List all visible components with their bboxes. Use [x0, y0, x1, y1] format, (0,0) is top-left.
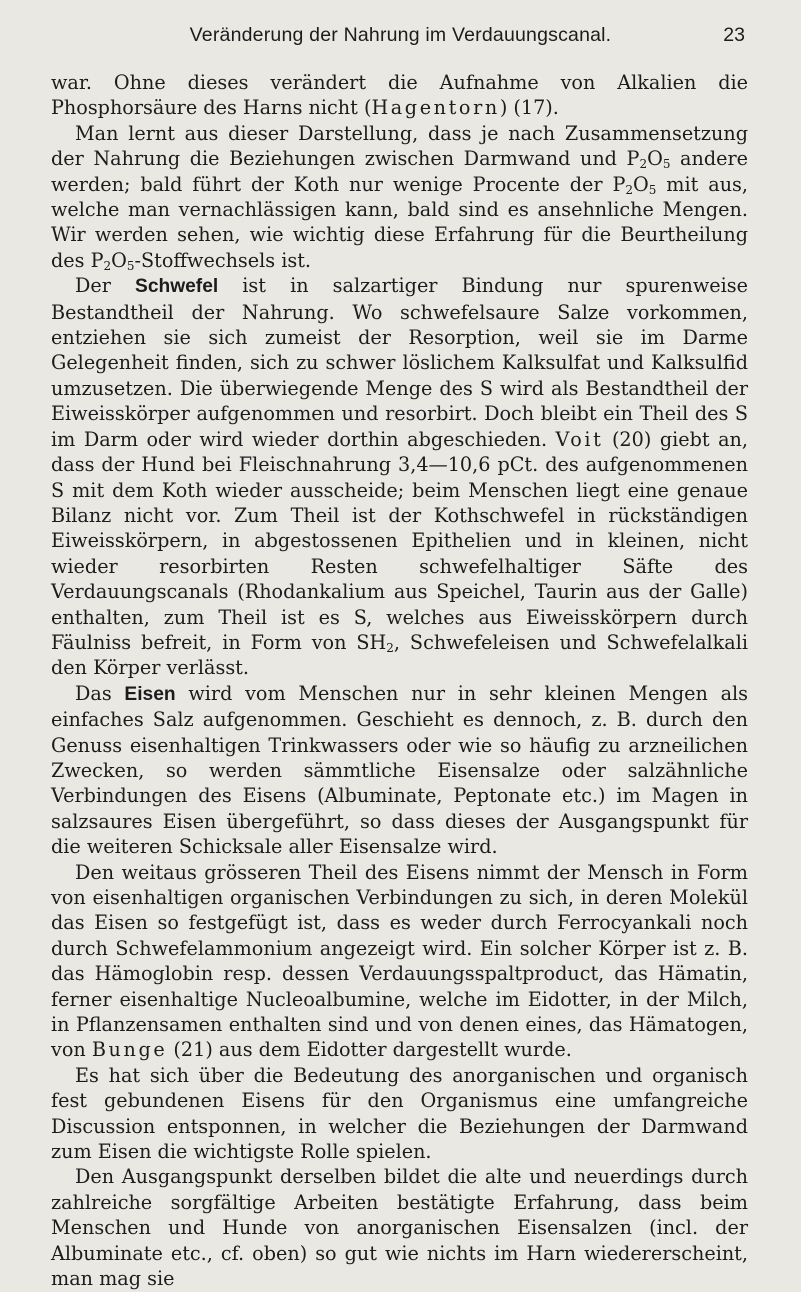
paragraph	[51, 860, 748, 1063]
subscript: 5	[648, 182, 657, 197]
subscript: 5	[126, 258, 135, 273]
body-text	[51, 70, 748, 1292]
subscript: 2	[103, 258, 112, 273]
subscript: 2	[386, 640, 394, 655]
text-run: Das	[75, 681, 125, 705]
paragraph	[51, 681, 748, 860]
paragraph	[51, 1063, 748, 1165]
page-header	[52, 24, 749, 54]
text-run: wird vom Menschen nur in sehr kleinen Mengen als einfaches Salz aufgenommen. Geschieht es dennoch, z. B. durch den Genuss eisenhaltigen Trinkwassers oder wie so häufig zu arzneilichen Zwecken, so werden sämmtliche Eisensalze oder salzähnliche Verbindungen des Eisens (Albuminate, Peptonate etc.) im Magen in salzsaures Eisen übergeführt, so dass dieses der Ausgangspunkt für die weiteren Schicksale aller Eisensalze wird.	[51, 681, 748, 859]
text-run: Es hat sich über die Bedeutung des anorganischen und organisch fest gebundenen Eisens für den Organismus eine umfangreiche Discussion entsponnen, in welcher die Beziehungen der Darmwand zum Eisen die wichtigste Rolle spielen.	[51, 1063, 748, 1164]
text-run: andere werden; bald führt der Koth nur wenige Procente der P	[51, 147, 749, 196]
text-run: O	[633, 172, 649, 196]
author-name: Voit	[555, 427, 604, 451]
text-run: Der	[75, 274, 136, 298]
text-run: (20) giebt an, dass der Hund bei Fleischnahrung 3,4—10,6 pCt. des aufgenommenen S mit dem Koth wieder ausscheide; beim Menschen liegt eine genaue Bilanz nicht vor. Zum Theil ist der Kothschwefel in rückständigen Eiweisskörpern, in abgestossenen Epithelien und in kleinen, nicht wieder resorbirten Resten schwefelhaltiger Säfte des Verdauungscanals (Rhodankalium aus Speichel, Taurin aus der Galle) enthalten, zum Theil ist es S, welches aus Eiweisskörpern durch Fäulniss befreit, in Form von SH	[51, 427, 748, 654]
text-run: Man lernt aus dieser Darstellung, dass je nach Zusammensetzung der Nahrung die Beziehungen zwischen Darmwand und P	[51, 121, 748, 171]
paragraph	[51, 273, 748, 681]
paragraph	[51, 1164, 748, 1291]
text-run: , Schwefeleisen und Schwefelalkali den Körper verlässt.	[51, 630, 748, 680]
text-run: Den weitaus grösseren Theil des Eisens nimmt der Mensch in Form von eisenhaltigen organischen Verbindungen zu sich, in deren Molekül das Eisen so festgefügt ist, dass es weder durch Ferrocyankali noch durch Schwefelammonium angezeigt wird. Ein solcher Körper ist z. B. das Hämoglobin resp. dessen Verdauungsspaltproduct, das Hämatin, ferner eisenhaltige Nucleoalbumine, welche im Eidotter, in der Milch, in Pflanzensamen enthalten sind und von denen eines, das Hämatogen, von	[51, 860, 748, 1062]
text-run: ist in salzartiger Bindung nur spurenweise Bestandtheil der Nahrung. Wo schwefelsaure Salze vorkommen, entziehen sie sich zumeist der Resorption, weil sie im Darme Gelegenheit finden, sich zu schwer löslichem Kalksulfat und Kalksulfid umzusetzen. Die überwiegende Menge des S wird als Bestandtheil der Eiweisskörper aufgenommen und resorbirt. Doch bleibt ein Theil des S im Darm oder wird wieder dorthin abgeschieden.	[51, 274, 748, 451]
text-run: Den Ausgangspunkt derselben bildet die alte und neuerdings durch zahlreiche sorgfältige Arbeiten bestätigte Erfahrung, dass beim Menschen und Hunde von anorganischen Eisensalzen (incl. der Albuminate etc., cf. oben) so gut wie nichts im Harn wiedererscheint, man mag sie	[51, 1165, 748, 1291]
paragraph	[51, 121, 748, 273]
running-title: Veränderung der Nahrung im Verdauungscanal.	[189, 24, 612, 46]
text-run: ) (17).	[499, 96, 559, 120]
subscript: 2	[639, 157, 648, 172]
subscript: 2	[625, 182, 634, 197]
page-number: 23	[723, 24, 745, 46]
text-run: -Stoffwechsels ist.	[134, 248, 311, 272]
text-run: O	[111, 248, 127, 272]
text-run: mit aus, welche man vernachlässigen kann, bald sind es ansehnliche Mengen. Wir werden sehen, wie wichtig diese Erfahrung für die Beurtheilung des P	[51, 172, 748, 272]
text-run: (21) aus dem Eidotter dargestellt wurde.	[167, 1038, 572, 1062]
text-run: war. Ohne dieses verändert die Aufnahme von Alkalien die Phosphorsäure des Harns nicht (	[51, 71, 748, 120]
text-run: O	[647, 147, 663, 171]
section-keyword: Eisen	[124, 683, 176, 705]
paragraph	[51, 70, 748, 121]
subscript: 5	[662, 157, 671, 172]
author-name: Hagentorn	[371, 96, 500, 120]
section-keyword: Schwefel	[135, 276, 219, 298]
author-name: Bunge	[91, 1038, 168, 1062]
